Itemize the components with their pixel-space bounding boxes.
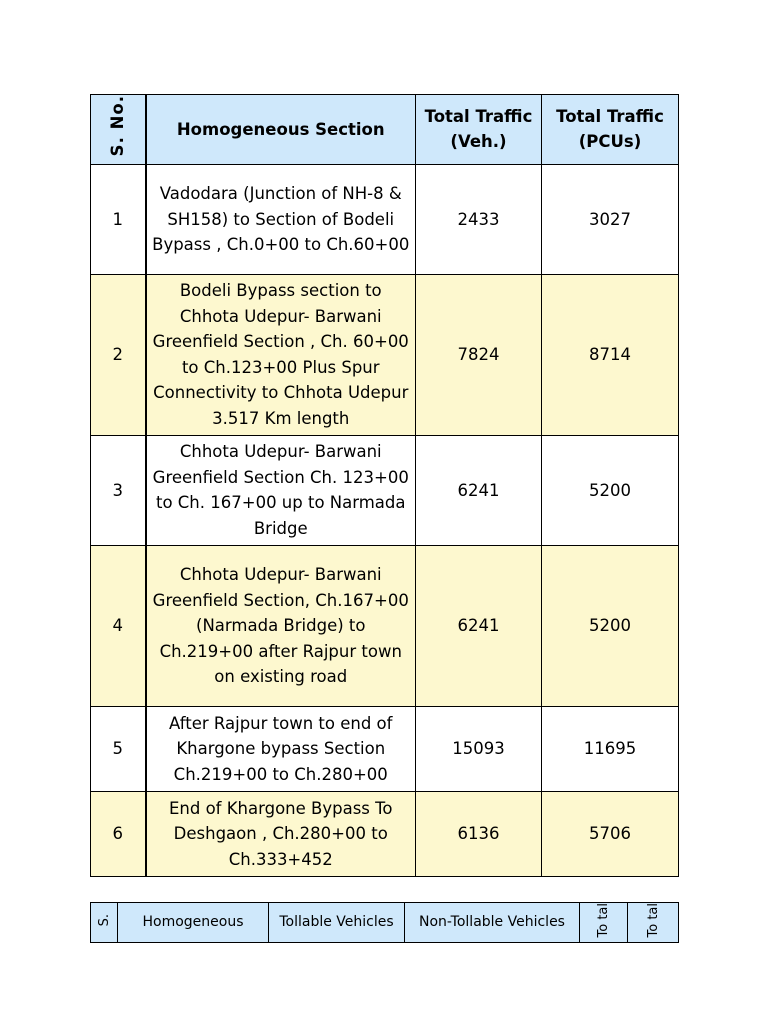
header-homogeneous: Homogeneous [118,903,269,943]
row-section: Chhota Udepur- Barwani Greenfield Section, Ch.167+00 (Narmada Bridge) to Ch.219+00 after Rajpur town on existing road [146,545,416,706]
row-sno: 4 [91,545,146,706]
row-section: Vadodara (Junction of NH-8 & SH158) to Section of Bodeli Bypass , Ch.0+00 to Ch.60+00 [146,164,416,274]
row-total-veh: 6136 [416,791,542,876]
row-total-veh: 7824 [416,274,542,435]
traffic-table [90,94,679,877]
row-sno: 2 [91,274,146,435]
row-total-pcu: 5706 [542,791,679,876]
table-row [91,164,679,274]
row-sno: 3 [91,435,146,545]
header-tollable-vehicles: Tollable Vehicles [269,903,405,943]
vehicle-table-header [90,902,679,943]
row-section: End of Khargone Bypass To Deshgaon , Ch.280+00 to Ch.333+452 [146,791,416,876]
row-total-pcu: 5200 [542,435,679,545]
header-total: To tal [628,903,679,943]
row-total-pcu: 11695 [542,706,679,791]
table-row [91,791,679,876]
row-total-veh: 15093 [416,706,542,791]
row-total-veh: 6241 [416,545,542,706]
header-total: To tal [580,903,628,943]
row-section: Bodeli Bypass section to Chhota Udepur- Barwani Greenfield Section , Ch. 60+00 to Ch.123+00 Plus Spur Connectivity to Chhota Udepur 3.517 Km length [146,274,416,435]
row-sno: 5 [91,706,146,791]
header-row [91,95,679,165]
row-total-pcu: 5200 [542,545,679,706]
row-total-veh: 6241 [416,435,542,545]
header-section: Homogeneous Section [146,95,416,165]
header-total-veh: Total Traffic (Veh.) [416,95,542,165]
table-row [91,545,679,706]
header-non-tollable-vehicles: Non-Tollable Vehicles [405,903,580,943]
header-sno: S. [91,903,118,943]
row-sno: 6 [91,791,146,876]
header-sno: S. No. [91,95,146,165]
table-row [91,706,679,791]
row-total-veh: 2433 [416,164,542,274]
row-total-pcu: 3027 [542,164,679,274]
row-section: Chhota Udepur- Barwani Greenfield Section Ch. 123+00 to Ch. 167+00 up to Narmada Bridge [146,435,416,545]
row-sno: 1 [91,164,146,274]
row-total-pcu: 8714 [542,274,679,435]
table-row [91,274,679,435]
header-row [91,903,679,943]
row-section: After Rajpur town to end of Khargone bypass Section Ch.219+00 to Ch.280+00 [146,706,416,791]
table-row [91,435,679,545]
header-total-pcu: Total Traffic (PCUs) [542,95,679,165]
